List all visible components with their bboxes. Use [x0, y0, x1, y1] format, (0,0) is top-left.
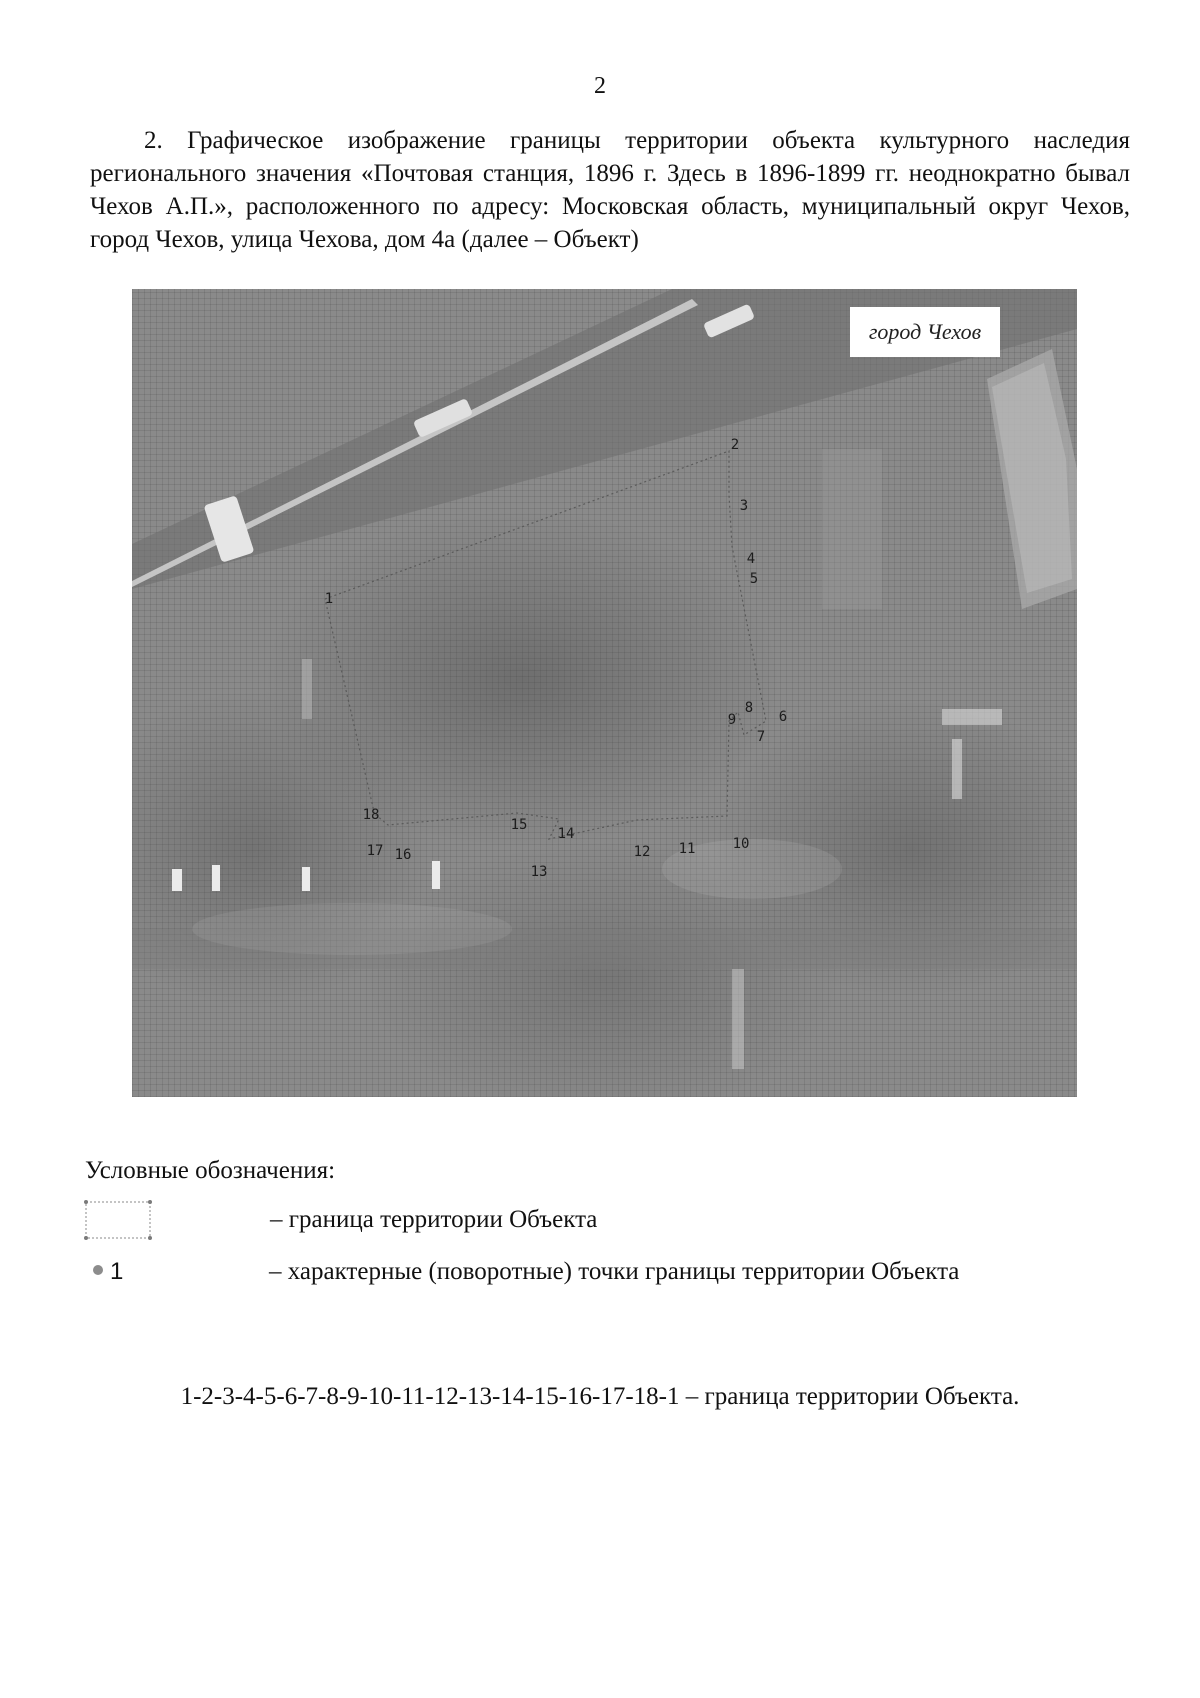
boundary-point-label: 11: [678, 841, 696, 857]
boundary-point-label: 5: [749, 571, 759, 587]
map-patch: [942, 709, 1002, 725]
intro-paragraph: 2. Графическое изображение границы территории объекта культурного наследия регионального значения «Почтовая станция, 1896 г. Здесь в 1896-1899 гг. неоднократно бывал Чехов А.П.», расположенного по адресу: Московская область, муниципальный округ Чехов, город Чехов, улица Чехова, дом 4а (далее – Объект): [90, 127, 1130, 253]
legend-point-number: 1: [110, 1258, 124, 1285]
boundary-point-label: 14: [557, 826, 575, 842]
boundary-point-label: 8: [744, 700, 754, 716]
map-patch: [192, 903, 512, 955]
legend-boundary-symbol: [84, 1200, 184, 1240]
map-patch: [302, 659, 312, 719]
page-number: 2: [594, 73, 606, 99]
boundary-point-label: 13: [530, 864, 548, 880]
legend-point-symbol: [84, 1252, 184, 1292]
map-patch: [172, 869, 182, 891]
boundary-point-label: 1: [324, 591, 334, 607]
boundary-point-label: 7: [756, 729, 766, 745]
boundary-point-label: 17: [366, 843, 384, 859]
legend-title: Условные обозначения:: [85, 1157, 336, 1184]
boundary-point-label: 6: [778, 709, 788, 725]
point-dot-icon: [93, 1265, 103, 1275]
map-patch: [432, 861, 440, 889]
map-patch: [302, 867, 310, 891]
map-city-label: город Чехов: [850, 307, 1000, 357]
legend-boundary-row: [84, 1200, 597, 1240]
boundary-sequence: 1-2-3-4-5-6-7-8-9-10-11-12-13-14-15-16-17-18-1 – граница территории Объекта.: [180, 1383, 1020, 1410]
aerial-map: [132, 289, 1077, 1097]
legend-points-row: [84, 1252, 959, 1292]
boundary-point-label: 12: [633, 844, 651, 860]
boundary-point-label: 16: [394, 847, 412, 863]
boundary-point-label: 15: [510, 817, 528, 833]
boundary-point-label: 9: [727, 712, 737, 728]
map-patch: [212, 865, 220, 891]
legend-boundary-text: – граница территории Объекта: [270, 1206, 598, 1233]
legend-points-text: – характерные (поворотные) точки границы территории Объекта: [269, 1258, 960, 1285]
boundary-point-label: 3: [739, 498, 749, 514]
map-imagery: [132, 289, 1077, 1097]
map-patch: [952, 739, 962, 799]
boundary-point-label: 2: [730, 437, 740, 453]
boundary-point-label: 10: [732, 836, 750, 852]
map-patch: [732, 969, 744, 1069]
map-building: [822, 449, 882, 609]
boundary-point-label: 4: [746, 551, 756, 567]
boundary-point-label: 18: [362, 807, 380, 823]
